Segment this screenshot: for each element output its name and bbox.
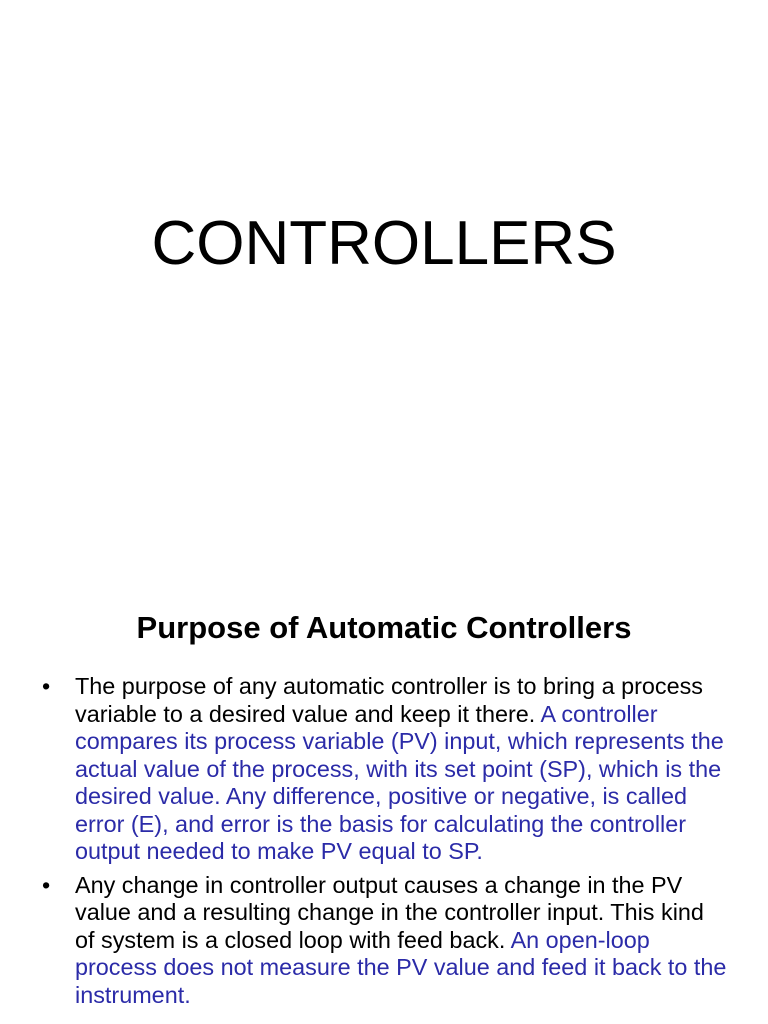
- bullet-text-accent: An open-loop process does not measure the PV value and feed it back to the instrument.: [75, 926, 727, 1008]
- bullet-text-accent: A controller compares its process variable (PV) input, which represents the actual value of the process, with its set point (SP), which is the desired value. Any difference, positive or negative, is called error (E), and error is the basis for calculating the controller output needed to make PV equal to SP.: [75, 700, 724, 864]
- slide-heading: Purpose of Automatic Controllers: [136, 610, 632, 645]
- bullet-icon: •: [42, 673, 51, 699]
- bullet-list: [0, 673, 768, 1015]
- slide-title: CONTROLLERS: [151, 209, 617, 278]
- slide-purpose: [0, 576, 768, 1024]
- bullet-item: [0, 673, 768, 866]
- bullet-item: [0, 872, 768, 1010]
- bullet-icon: •: [42, 871, 51, 898]
- bullet-text-plain: Any change in controller output causes a change in the PV value and a resulting change in the controller input. This kind of system is a closed loop with feed back.: [75, 871, 704, 953]
- bullet-text-plain: The purpose of any automatic controller is to bring a process variable to a desired value and keep it there.: [75, 673, 703, 727]
